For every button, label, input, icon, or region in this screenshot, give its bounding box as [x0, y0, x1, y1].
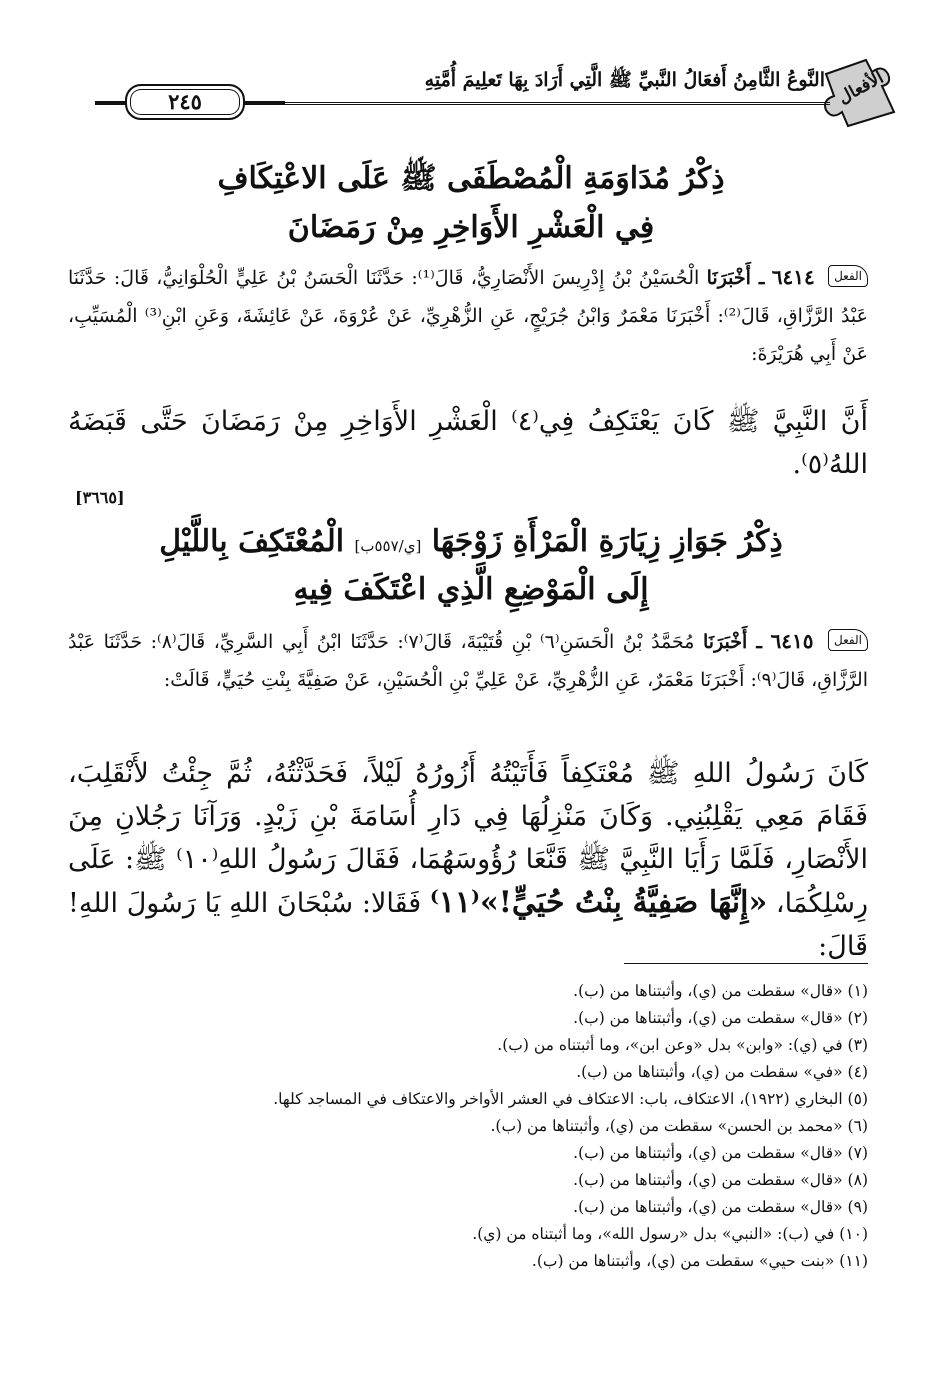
hadith-isnad-6415 — [68, 622, 868, 699]
matn-part-b: فَقَالا: سُبْحَانَ اللهِ يَا رَسُولَ اللهِ! قَالَ: — [68, 888, 868, 962]
footnote: (١١) «بنت حيي» سقطت من (ي)، وأثبتناها من (ب). — [531, 1252, 868, 1270]
hadith-matn-6415 — [68, 752, 868, 968]
footnote: (٤) «في» سقطت من (ي)، وأثبتناها من (ب). — [576, 1063, 868, 1081]
heading-part-b: الْمُعْتَكِفَ بِاللَّيْلِ — [159, 524, 345, 559]
running-title: النَّوعُ الثَّامِنُ أَفعَالُ النَّبيِّ ﷺ الَّتِي أَرَادَ بِهَا تَعلِيمَ أُمَّتِهِ — [424, 69, 825, 91]
page-number: ٢٤٥ — [125, 84, 245, 120]
footnote: (٧) «قال» سقطت من (ي)، وأثبتناها من (ب). — [573, 1144, 868, 1162]
running-header — [95, 40, 900, 135]
footnote: (٩) «قال» سقطت من (ي)، وأثبتناها من (ب). — [573, 1198, 868, 1216]
takhrij-reference: [٣٦٦٥] — [75, 488, 125, 507]
hadith-number: ٦٤١٥ — [770, 629, 814, 653]
footnote: (١٠) في (ب): «النبي» بدل «رسول الله»، وما أثبتناه من (ي). — [472, 1225, 868, 1243]
hadith-matn-6414: أَنَّ النَّبِيَّ ﷺ كَانَ يَعْتَكِفُ فِي⁽٤⁾ الْعَشْرِ الأَوَاخِرِ مِنْ رَمَضَانَ حَتَّى قَبَضَهُ اللهُ⁽٥⁾. — [68, 406, 868, 480]
footnotes — [60, 978, 868, 1275]
section-heading-2b: إِلَى الْمَوْضِعِ الَّذِي اعْتَكَفَ فِيهِ — [293, 572, 649, 607]
footnote: (٦) «محمد بن الحسن» سقطت من (ي)، وأثبتناها من (ب). — [490, 1117, 868, 1135]
footnote: (٨) «قال» سقطت من (ي)، وأثبتناها من (ب). — [573, 1171, 868, 1189]
hadith-isnad-6414 — [68, 258, 868, 373]
badge-label: الأفعال — [834, 67, 888, 109]
section-heading-1b: فِي الْعَشْرِ الأَوَاخِرِ مِنْ رَمَضَانَ — [287, 210, 655, 245]
footnote-separator — [624, 963, 868, 964]
footnote: (١) «قال» سقطت من (ي)، وأثبتناها من (ب). — [573, 982, 868, 1000]
footnote: (٥) البخاري (١٩٢٢)، الاعتكاف، باب: الاعتكاف في العشر الأواخر والاعتكاف في المساجد كلها. — [273, 1090, 868, 1108]
akhbarana-label: ـ أَخْبَرَنَا — [703, 631, 762, 653]
footnote: (٣) في (ي): «وابن» بدل «وعن ابن»، وما أثبتناه من (ب). — [497, 1036, 868, 1054]
fil-tag: الفعل — [828, 265, 868, 287]
section-badge — [818, 54, 900, 128]
akhbarana-label: ـ أَخْبَرَنَا — [706, 267, 765, 289]
isnad-text: الْحُسَيْنُ بْنُ إِدْرِيسَ الأَنْصَارِيُّ، قَالَ⁽¹⁾: حَدَّثَنَا الْحَسَنُ بْنُ عَلِيٍّ الْحُلْوَانِيُّ، قَالَ: حَدَّثَنَا عَبْدُ الرَّزَّاقِ، قَالَ⁽²⁾: أَخْبَرَنَا مَعْمَرٌ وَابْنُ جُرَيْجٍ، عَنِ الزُّهْرِيِّ، عَنْ عُرْوَةَ، عَنْ عَائِشَةَ، وَعَنِ ابْنِ⁽³⁾ الْمُسَيِّبِ، عَنْ أَبِي هُرَيْرَةَ: — [68, 267, 868, 365]
isnad-text: مُحَمَّدُ بْنُ الْحَسَنِ⁽٦⁾ بْنِ قُتَيْبَةَ، قَالَ⁽٧⁾: حَدَّثَنَا ابْنُ أَبِي السَّرِيِّ، قَالَ⁽٨⁾: حَدَّثَنَا عَبْدُ الرَّزَّاقِ، قَالَ⁽٩⁾: أَخْبَرَنَا مَعْمَرٌ، عَنِ الزُّهْرِيِّ، عَنْ عَلِيِّ بْنِ الْحُسَيْنِ، عَنْ صَفِيَّةَ بِنْتِ حُيَيٍّ، قَالَتْ: — [68, 631, 868, 691]
manuscript-ref: [ي/٥٥٧ب] — [354, 537, 422, 555]
hadith-number: ٦٤١٤ — [771, 265, 815, 289]
matn-part-a: كَانَ رَسُولُ اللهِ ﷺ مُعْتَكِفاً فَأَتَيْتُهُ أَزُورُهُ لَيْلاً، فَحَدَّثْتُهُ، ثُمَّ جِئْتُ لأَنْقَلِبَ، فَقَامَ مَعِي يَقْلِبُنِي. وَكَانَ مَنْزِلُهَا فِي دَارِ أُسَامَةَ بْنِ زَيْدٍ. وَرَآنَا رَجُلانِ مِنَ الأَنْصَارِ، فَلَمَّا رَأَيَا النَّبِيَّ ﷺ قَنَّعَا رُؤُوسَهُمَا، فَقَالَ رَسُولُ اللهِ⁽١٠⁾ ﷺ: عَلَى رِسْلِكُمَا، — [68, 758, 869, 919]
page-number-frame — [95, 84, 285, 120]
footnote: (٢) «قال» سقطت من (ي)، وأثبتناها من (ب). — [573, 1009, 868, 1027]
section-heading-1a: ذِكْرُ مُدَاوَمَةِ الْمُصْطَفَى ﷺ عَلَى الاعْتِكَافِ — [217, 161, 725, 196]
matn-quote: «إِنَّهَا صَفِيَّةُ بِنْتُ حُيَيٍّ!»⁽١١⁾ — [429, 885, 768, 920]
fil-tag: الفعل — [828, 629, 868, 651]
heading-part-a: ذِكْرُ جَوَازِ زِيَارَةِ الْمَرْأَةِ زَوْجَهَا — [431, 524, 783, 559]
section-heading-2a — [60, 524, 882, 559]
